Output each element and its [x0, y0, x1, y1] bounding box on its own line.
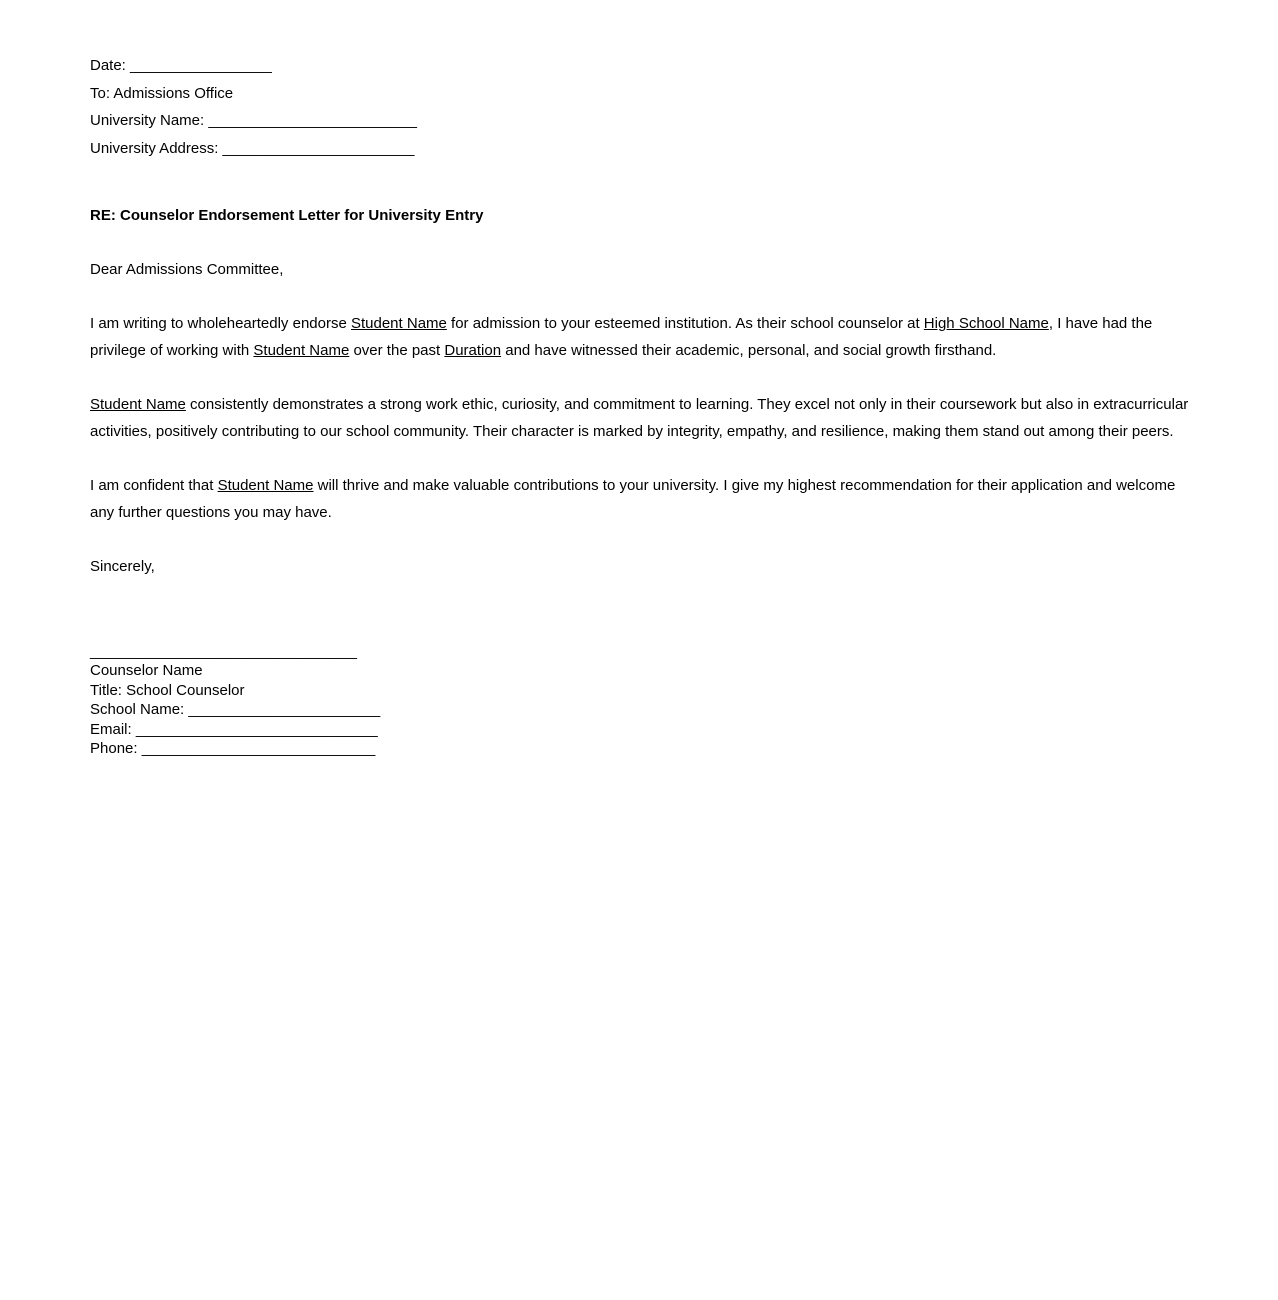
university-name-label: University Name: — [90, 112, 209, 129]
subject-line: RE: Counselor Endorsement Letter for University Entry — [90, 207, 484, 224]
endorsement-letter — [90, 52, 1190, 758]
date-blank: _________________ — [130, 57, 272, 74]
paragraph-2: Student Name consistently demonstrates a strong work ethic, curiosity, and commitment to learning. They excel not only in their coursework but also in extracurricular activities, positively contributing to our school community. Their character is marked by integrity, empathy, and resilience, making them stand out among their peers. — [90, 396, 1189, 440]
phone-line — [90, 739, 1190, 758]
phone-blank: ____________________________ — [141, 740, 376, 758]
date-line — [90, 52, 1190, 80]
paragraph-3: I am confident that Student Name will thrive and make valuable contributions to your university. I give my highest recommendation for their application and welcome any further questions you may have. — [90, 477, 1176, 521]
school-name-blank: _______________________ — [188, 701, 381, 719]
university-name-blank: _________________________ — [208, 112, 417, 129]
signature-line-blank: ________________________________ — [90, 643, 357, 660]
salutation: Dear Admissions Committee, — [90, 261, 284, 278]
email-blank: _____________________________ — [135, 720, 378, 738]
signature-block — [90, 642, 1190, 758]
to-line: To: Admissions Office — [90, 84, 234, 102]
paragraph-1: I am writing to wholeheartedly endorse Student Name for admission to your esteemed institution. As their school counselor at High School Name, I have had the privilege of working with Student Name over the past Duration and have witnessed their academic, personal, and social growth firsthand. — [90, 315, 1153, 359]
school-name-label: School Name: — [90, 701, 189, 719]
university-address-blank: _______________________ — [222, 139, 415, 157]
letter-header — [90, 52, 1190, 162]
closing: Sincerely, — [90, 558, 155, 575]
university-address-line — [90, 135, 1190, 163]
university-address-label: University Address: — [90, 139, 223, 157]
phone-label: Phone: — [90, 740, 142, 758]
counselor-name: Counselor Name — [90, 662, 203, 680]
school-name-line — [90, 700, 1190, 719]
email-line — [90, 720, 1190, 739]
email-label: Email: — [90, 720, 136, 738]
counselor-title: Title: School Counselor — [90, 681, 245, 699]
university-name-line — [90, 107, 1190, 135]
date-label: Date: — [90, 57, 131, 74]
